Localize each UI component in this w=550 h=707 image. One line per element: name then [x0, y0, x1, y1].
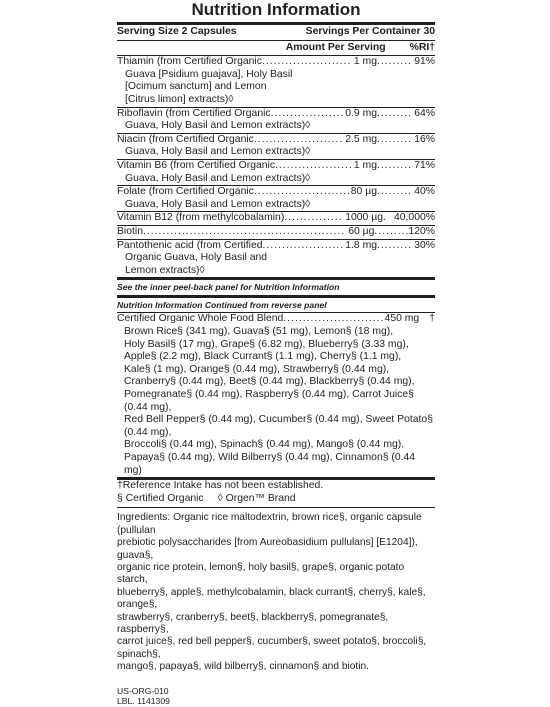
blend-ingredient-line: Pomegranate§ (0.44 mg), Raspberry§ (0.44 mg), Carrot Juice§ (0.44 mg), [124, 389, 414, 413]
nutrient-amount: 0.9 mg [345, 107, 377, 119]
legend [117, 493, 435, 506]
blend-ingredient-line: Cranberry§ (0.44 mg), Beet§ (0.44 mg), Blackberry§ (0.44 mg), [124, 376, 415, 388]
ingredients-line: carrot juice§, red bell pepper§, cucumber§, sweet potato§, broccoli§, spinach§, [117, 636, 427, 660]
serving-info [117, 25, 435, 40]
blend-amount: 450 mg [384, 313, 420, 325]
ingredients-line: mango§, papaya§, wild bilberry§, cinnamon§ and biotin. [117, 661, 370, 673]
nutrient-row [117, 160, 435, 185]
whole-food-blend [117, 313, 435, 477]
ingredients-text [117, 508, 435, 673]
nutrient-source-line: Organic Guava, Holy Basil and [125, 252, 268, 264]
blend-mark: † [429, 313, 435, 325]
nutrient-name: Niacin (from Certified Organic [117, 133, 254, 145]
nutrient-ri-percent: 30% [414, 239, 435, 251]
nutrient-name: Folate (from Certified Organic [117, 186, 254, 198]
nutrient-ri-percent: 120% [408, 225, 435, 237]
peel-note: See the inner peel-back panel for Nutrition Information [117, 282, 340, 293]
blend-ingredient-line: Red Bell Pepper§ (0.44 mg), Cucumber§ (0.44 mg), Sweet Potato§ (0.44 mg), [124, 414, 433, 438]
nutrient-name: Pantothenic acid (from Certified [117, 239, 263, 251]
nutrient-list [117, 56, 435, 277]
nutrient-amount: 80 µg [350, 186, 377, 198]
legend-organic: § Certified Organic [117, 492, 204, 504]
nutrient-row [117, 186, 435, 211]
nutrient-source-line: [Citrus limon] extracts)◊ [125, 93, 234, 105]
nutrient-ri-percent: 40,000% [393, 212, 435, 224]
blend-ingredient-line: Kale§ (1 mg), Orange§ (0.44 mg), Strawberry§ (0.44 mg), [124, 363, 390, 375]
nutrient-amount: 1 mg [353, 159, 377, 171]
nutrient-source-line: Guava [Psidium guajava], Holy Basil [125, 68, 293, 80]
nutrient-ri-percent: 16% [414, 133, 435, 145]
nutrient-name: Biotin [117, 225, 143, 237]
nutrient-source-line: Guava, Holy Basil and Lemon extracts)◊ [125, 146, 311, 158]
blend-ingredient-line: Holy Basil§ (17 mg), Grape§ (6.82 mg), Blueberry§ (3.33 mg), [124, 338, 409, 350]
nutrient-name: Thiamin (from Certified Organic [117, 56, 262, 68]
blend-ingredient-line: Apple§ (2.2 mg), Black Currant§ (1.1 mg), Cherry§ (1.1 mg), [124, 351, 402, 363]
ri-footnote: †Reference Intake has not been established. [117, 480, 324, 492]
nutrient-amount: 2.5 mg [345, 133, 377, 145]
nutrient-ri-percent: 91% [414, 56, 435, 68]
nutrient-name: Vitamin B12 (from methylcobalamin) [117, 212, 285, 224]
ri-header: %RI† [409, 41, 435, 53]
nutrient-ri-percent: 71% [414, 159, 435, 171]
nutrient-amount: 1.8 mg [345, 239, 377, 251]
nutrient-row [117, 240, 435, 278]
serving-size: Serving Size 2 Capsules [117, 26, 237, 37]
label-codes [117, 674, 435, 707]
nutrient-row [117, 56, 435, 106]
ingredients-line: prebiotic polysaccharides [from Aureobasidium pullulans] [E1204]), guava§, [117, 537, 418, 561]
nutrient-row [117, 108, 435, 133]
blend-ingredient-line: Broccoli§ (0.44 mg), Spinach§ (0.44 mg), Mango§ (0.44 mg), [124, 439, 405, 451]
nutrient-amount: 60 µg [348, 225, 375, 237]
blend-name: Certified Organic Whole Food Blend [117, 313, 284, 325]
nutrient-source-line: [Ocimum sanctum] and Lemon [125, 81, 267, 93]
column-header [117, 41, 435, 56]
ingredients-line: strawberry§, cranberry§, beet§, blackberry§, pomegranate§, raspberry§, [117, 611, 389, 636]
nutrient-name: Vitamin B6 (from Certified Organic [117, 159, 276, 171]
nutrient-amount: 1 mg [353, 56, 377, 68]
nutrient-row [117, 212, 435, 225]
ingredients-line: Ingredients: Organic rice maltodextrin, brown rice§, organic capsule (pullulan [117, 512, 422, 536]
nutrient-source-line: Guava, Holy Basil and Lemon extracts)◊ [125, 172, 311, 184]
label-number: LBL. 1141309 [117, 696, 170, 707]
nutrient-source-line: Guava, Holy Basil and Lemon extracts)◊ [125, 120, 311, 132]
nutrient-name: Riboflavin (from Certified Organic [117, 107, 271, 119]
nutrient-source-line: Lemon extracts)◊ [125, 264, 205, 276]
nutrient-row [117, 134, 435, 159]
blend-ingredients [117, 326, 435, 477]
continued-note: Nutrition Information Continued from reverse panel [117, 299, 327, 310]
blend-ingredient-line: Papaya§ (0.44 mg), Wild Bilberry§ (0.44 mg), Cinnamon§ (0.44 mg) [124, 452, 416, 476]
nutrient-row [117, 226, 435, 239]
panel-title: Nutrition Information [191, 0, 361, 19]
nutrient-source-line: Guava, Holy Basil and Lemon extracts)◊ [125, 198, 311, 210]
legend-brand: ◊ Orgen™ Brand [217, 492, 296, 504]
product-code: US-ORG-010 [117, 685, 169, 696]
amount-per-serving-header: Amount Per Serving [285, 41, 386, 53]
servings-per-container: Servings Per Container 30 [305, 26, 435, 37]
ingredients-line: blueberry§, apple§, methylcobalamin, black currant§, cherry§, kale§, orange§, [117, 586, 426, 611]
nutrient-ri-percent: 40% [414, 186, 435, 198]
ingredients-line: organic rice protein, lemon§, holy basil§, grape§, organic potato starch, [117, 562, 405, 586]
nutrient-ri-percent: 64% [414, 107, 435, 119]
nutrient-amount: 1000 µg [345, 212, 383, 224]
nutrition-panel [117, 0, 435, 707]
blend-ingredient-line: Brown Rice§ (341 mg), Guava§ (51 mg), Lemon§ (18 mg), [124, 326, 394, 338]
